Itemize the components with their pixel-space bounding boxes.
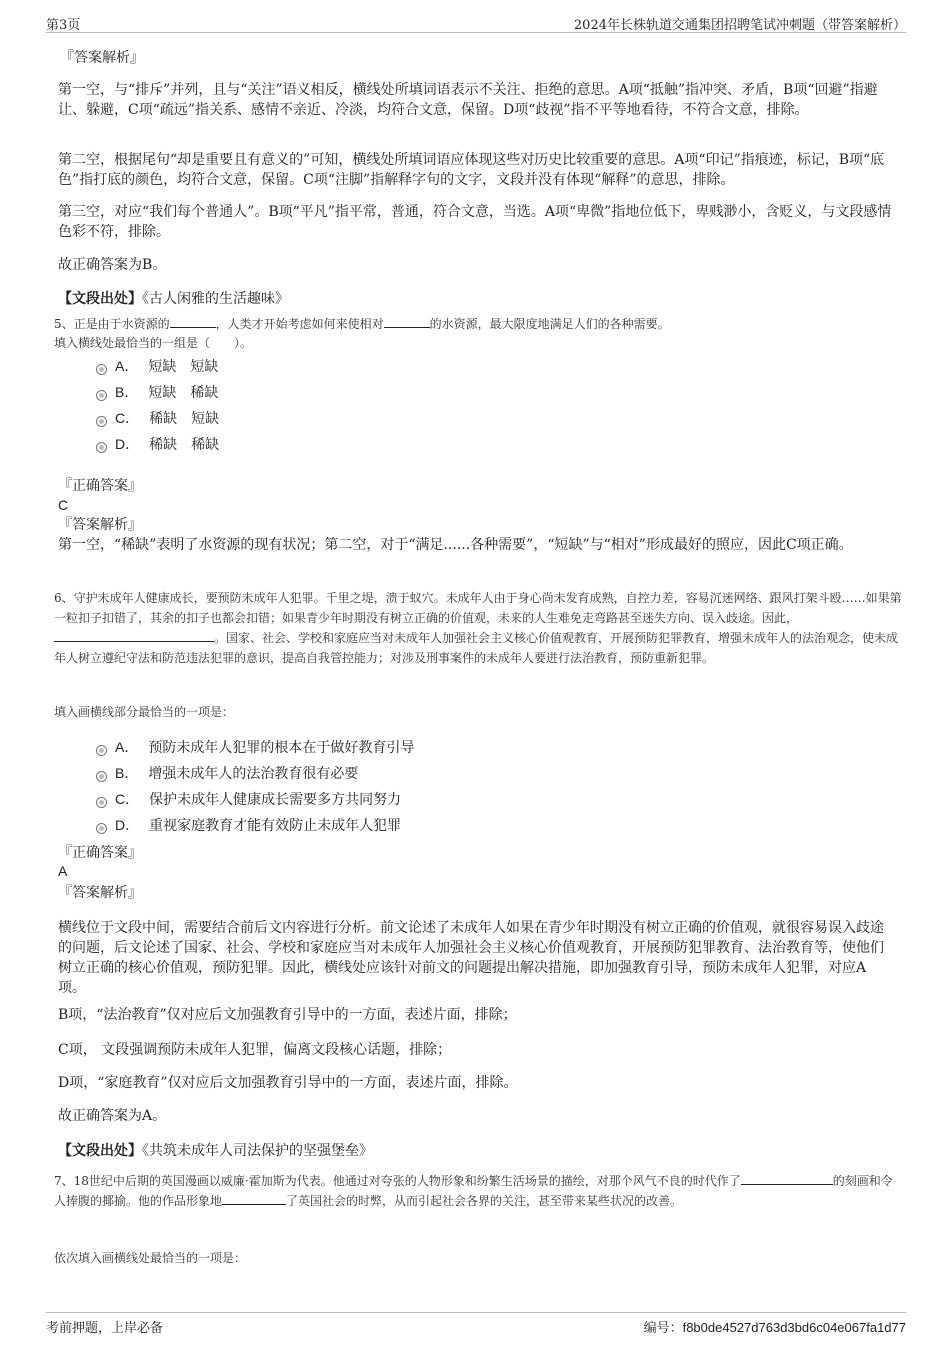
radio-icon[interactable] — [96, 771, 107, 782]
q6-analysis-p1: 横线位于文段中间，需要结合前后文内容进行分析。前文论述了未成年人如果在青少年时期没有树立正确的价值观，就很容易误入歧途的问题，后文论述了国家、社会、学校和家庭应当对未成年人加强社会主义核心价值观教育，开展预防犯罪教育、法治教育等，使他们树立正确的核心价值观，预防犯罪。因此，横线处应该针对前文的问题提出解决措施，即加强教育引导，预防未成年人犯罪，对应A项。 — [58, 920, 884, 996]
q6-answer: A — [58, 863, 68, 879]
q5-option-c[interactable]: C． 稀缺 短缺 — [96, 408, 219, 434]
q4-source-title: 《古人闲雅的生活趣味》 — [142, 291, 289, 307]
q7-blank-1 — [741, 1172, 833, 1185]
q5-stem-part: ，人类才开始考虑如何来使相对 — [215, 317, 384, 331]
q4-analysis-p1: 第一空，与“排斥”并列，且与“关注”语义相反，横线处所填词语表示不关注、拒绝的意思。A项“抵触”指冲突、矛盾，B项“回避”指避让、躲避，C项“疏远”指关系、感情不亲近、冷淡，均符合文意，保留。D项“歧视”指不平等地看待，不符合文意，排除。 — [58, 82, 878, 118]
q5-option-a[interactable]: A． 短缺 短缺 — [96, 356, 219, 382]
q5-options — [96, 356, 219, 460]
q6-source-title: 《共筑未成年人司法保护的坚强堡垒》 — [142, 1143, 373, 1159]
q7-stem-part: 的刻画和令人捧腹的揶揄。他的作品形象地 — [54, 1174, 893, 1208]
q4-source — [58, 288, 289, 308]
q5-option-d[interactable]: D． 稀缺 稀缺 — [96, 434, 219, 460]
q5-blank-1 — [170, 315, 216, 328]
q4-analysis-p2: 第二空，根据尾句“却是重要且有意义的”可知，横线处所填词语应体现这些对历史比较重要的意思。A项“印记”指痕迹，标记，B项“底色”指打底的颜色，均符合文意，保留。C项“注脚”指解释字句的文字，文段并没有体现“解释”的意思，排除。 — [58, 152, 885, 188]
q6-option-d[interactable]: D． 重视家庭教育才能有效防止未成年人犯罪 — [96, 815, 414, 841]
q5-blank-2 — [384, 315, 430, 328]
q5-stem — [54, 314, 904, 334]
q7-blank-2 — [222, 1192, 286, 1205]
radio-icon[interactable] — [96, 745, 107, 756]
radio-icon[interactable] — [96, 442, 107, 453]
q4-analysis-p3: 第三空，对应“我们每个普通人”。B项“平凡”指平常，普通，符合文意，当选。A项“卑微”指地位低下，卑贱渺小，含贬义，与文段感情色彩不符，排除。 — [58, 204, 892, 240]
radio-icon[interactable] — [96, 364, 107, 375]
q6-stem-part: 。国家、社会、学校和家庭应当对未成年人加强社会主义核心价值观教育，开展预防犯罪教育，增强未成年人的法治观念，使未成年人树立遵纪守法和防范违法犯罪的意识，提高自我管控能力；对涉及刑事案件的未成年人要进行法治教育，预防重新犯罪。 — [54, 631, 899, 665]
radio-icon[interactable] — [96, 416, 107, 427]
q5-stem-part: 的水资源，最大限度地满足人们的各种需要。 — [429, 317, 670, 331]
q4-conclusion: 故正确答案为B。 — [58, 257, 167, 273]
footer-note: 考前押题，上岸必备 — [46, 1321, 164, 1336]
q6-source-label: 【文段出处】 — [58, 1143, 142, 1159]
q4-source-label: 【文段出处】 — [58, 291, 142, 307]
q6-option-b[interactable]: B． 增强未成年人的法治教育很有必要 — [96, 763, 414, 789]
q6-answer-label: 『正确答案』 — [58, 845, 142, 861]
page-header — [46, 12, 906, 33]
q6-prompt: 填入画横线部分最恰当的一项是： — [54, 705, 235, 719]
radio-icon[interactable] — [96, 390, 107, 401]
q6-stem — [54, 588, 906, 668]
q6-source — [58, 1140, 373, 1160]
document-code: 编号：f8b0de4527d763d3bd6c04e067fa1d77 — [643, 1320, 906, 1335]
q6-conclusion: 故正确答案为A。 — [58, 1108, 167, 1124]
radio-icon[interactable] — [96, 823, 107, 834]
q6-analysis-p3: C项， 文段强调预防未成年人犯罪，偏离文段核心话题，排除； — [58, 1042, 452, 1058]
q5-answer: C — [58, 497, 69, 513]
q7-prompt: 依次填入画横线处最恰当的一项是： — [54, 1251, 247, 1265]
q5-analysis: 第一空，“稀缺”表明了水资源的现有状况；第二空，对于“满足......各种需要”，“短缺”与“相对”形成最好的照应，因此C项正确。 — [58, 537, 853, 553]
q6-options — [96, 737, 414, 841]
q6-option-c[interactable]: C． 保护未成年人健康成长需要多方共同努力 — [96, 789, 414, 815]
q5-analysis-label: 『答案解析』 — [58, 517, 142, 533]
document-title: 2024年长株轨道交通集团招聘笔试冲刺题（带答案解析） — [573, 18, 906, 33]
page-number: 第3页 — [46, 18, 81, 33]
q6-stem-part: 6、守护未成年人健康成长，要预防未成年人犯罪。千里之堤，溃于蚁穴。未成年人由于身心尚未发育成熟，自控力差，容易沉迷网络、跟风打架斗殴……如果第一粒扣子扣错了，其余的扣子也都会扣错；如果青少年时期没有树立正确的价值观，未来的人生难免走弯路甚至迷失方向、误入歧途。因此， — [54, 591, 902, 625]
q7-stem-part: 了英国社会的时弊，从而引起社会各界的关注，甚至带来某些状况的改善。 — [286, 1194, 683, 1208]
q5-option-b[interactable]: B． 短缺 稀缺 — [96, 382, 219, 408]
q6-option-a[interactable]: A． 预防未成年人犯罪的根本在于做好教育引导 — [96, 737, 414, 763]
q7-stem — [54, 1171, 904, 1211]
q5-prompt: 填入横线处最恰当的一组是（ ）。 — [54, 336, 253, 350]
q4-analysis-label: 『答案解析』 — [60, 50, 144, 66]
q6-analysis-label: 『答案解析』 — [58, 885, 142, 901]
page-footer — [46, 1312, 906, 1335]
radio-icon[interactable] — [96, 797, 107, 808]
q7-stem-part: 7、18世纪中后期的英国漫画以威廉·霍加斯为代表。他通过对夸张的人物形象和纷繁生活场景的描绘，对那个风气不良的时代作了 — [54, 1174, 741, 1188]
q6-blank — [54, 629, 214, 642]
q6-analysis-p4: D项，“家庭教育”仅对应后文加强教育引导中的一方面，表述片面，排除。 — [58, 1075, 518, 1091]
q5-stem-part: 5、正是由于水资源的 — [54, 317, 170, 331]
q6-analysis-p2: B项，“法治教育”仅对应后文加强教育引导中的一方面，表述片面，排除； — [58, 1007, 517, 1023]
q5-answer-label: 『正确答案』 — [58, 478, 142, 494]
